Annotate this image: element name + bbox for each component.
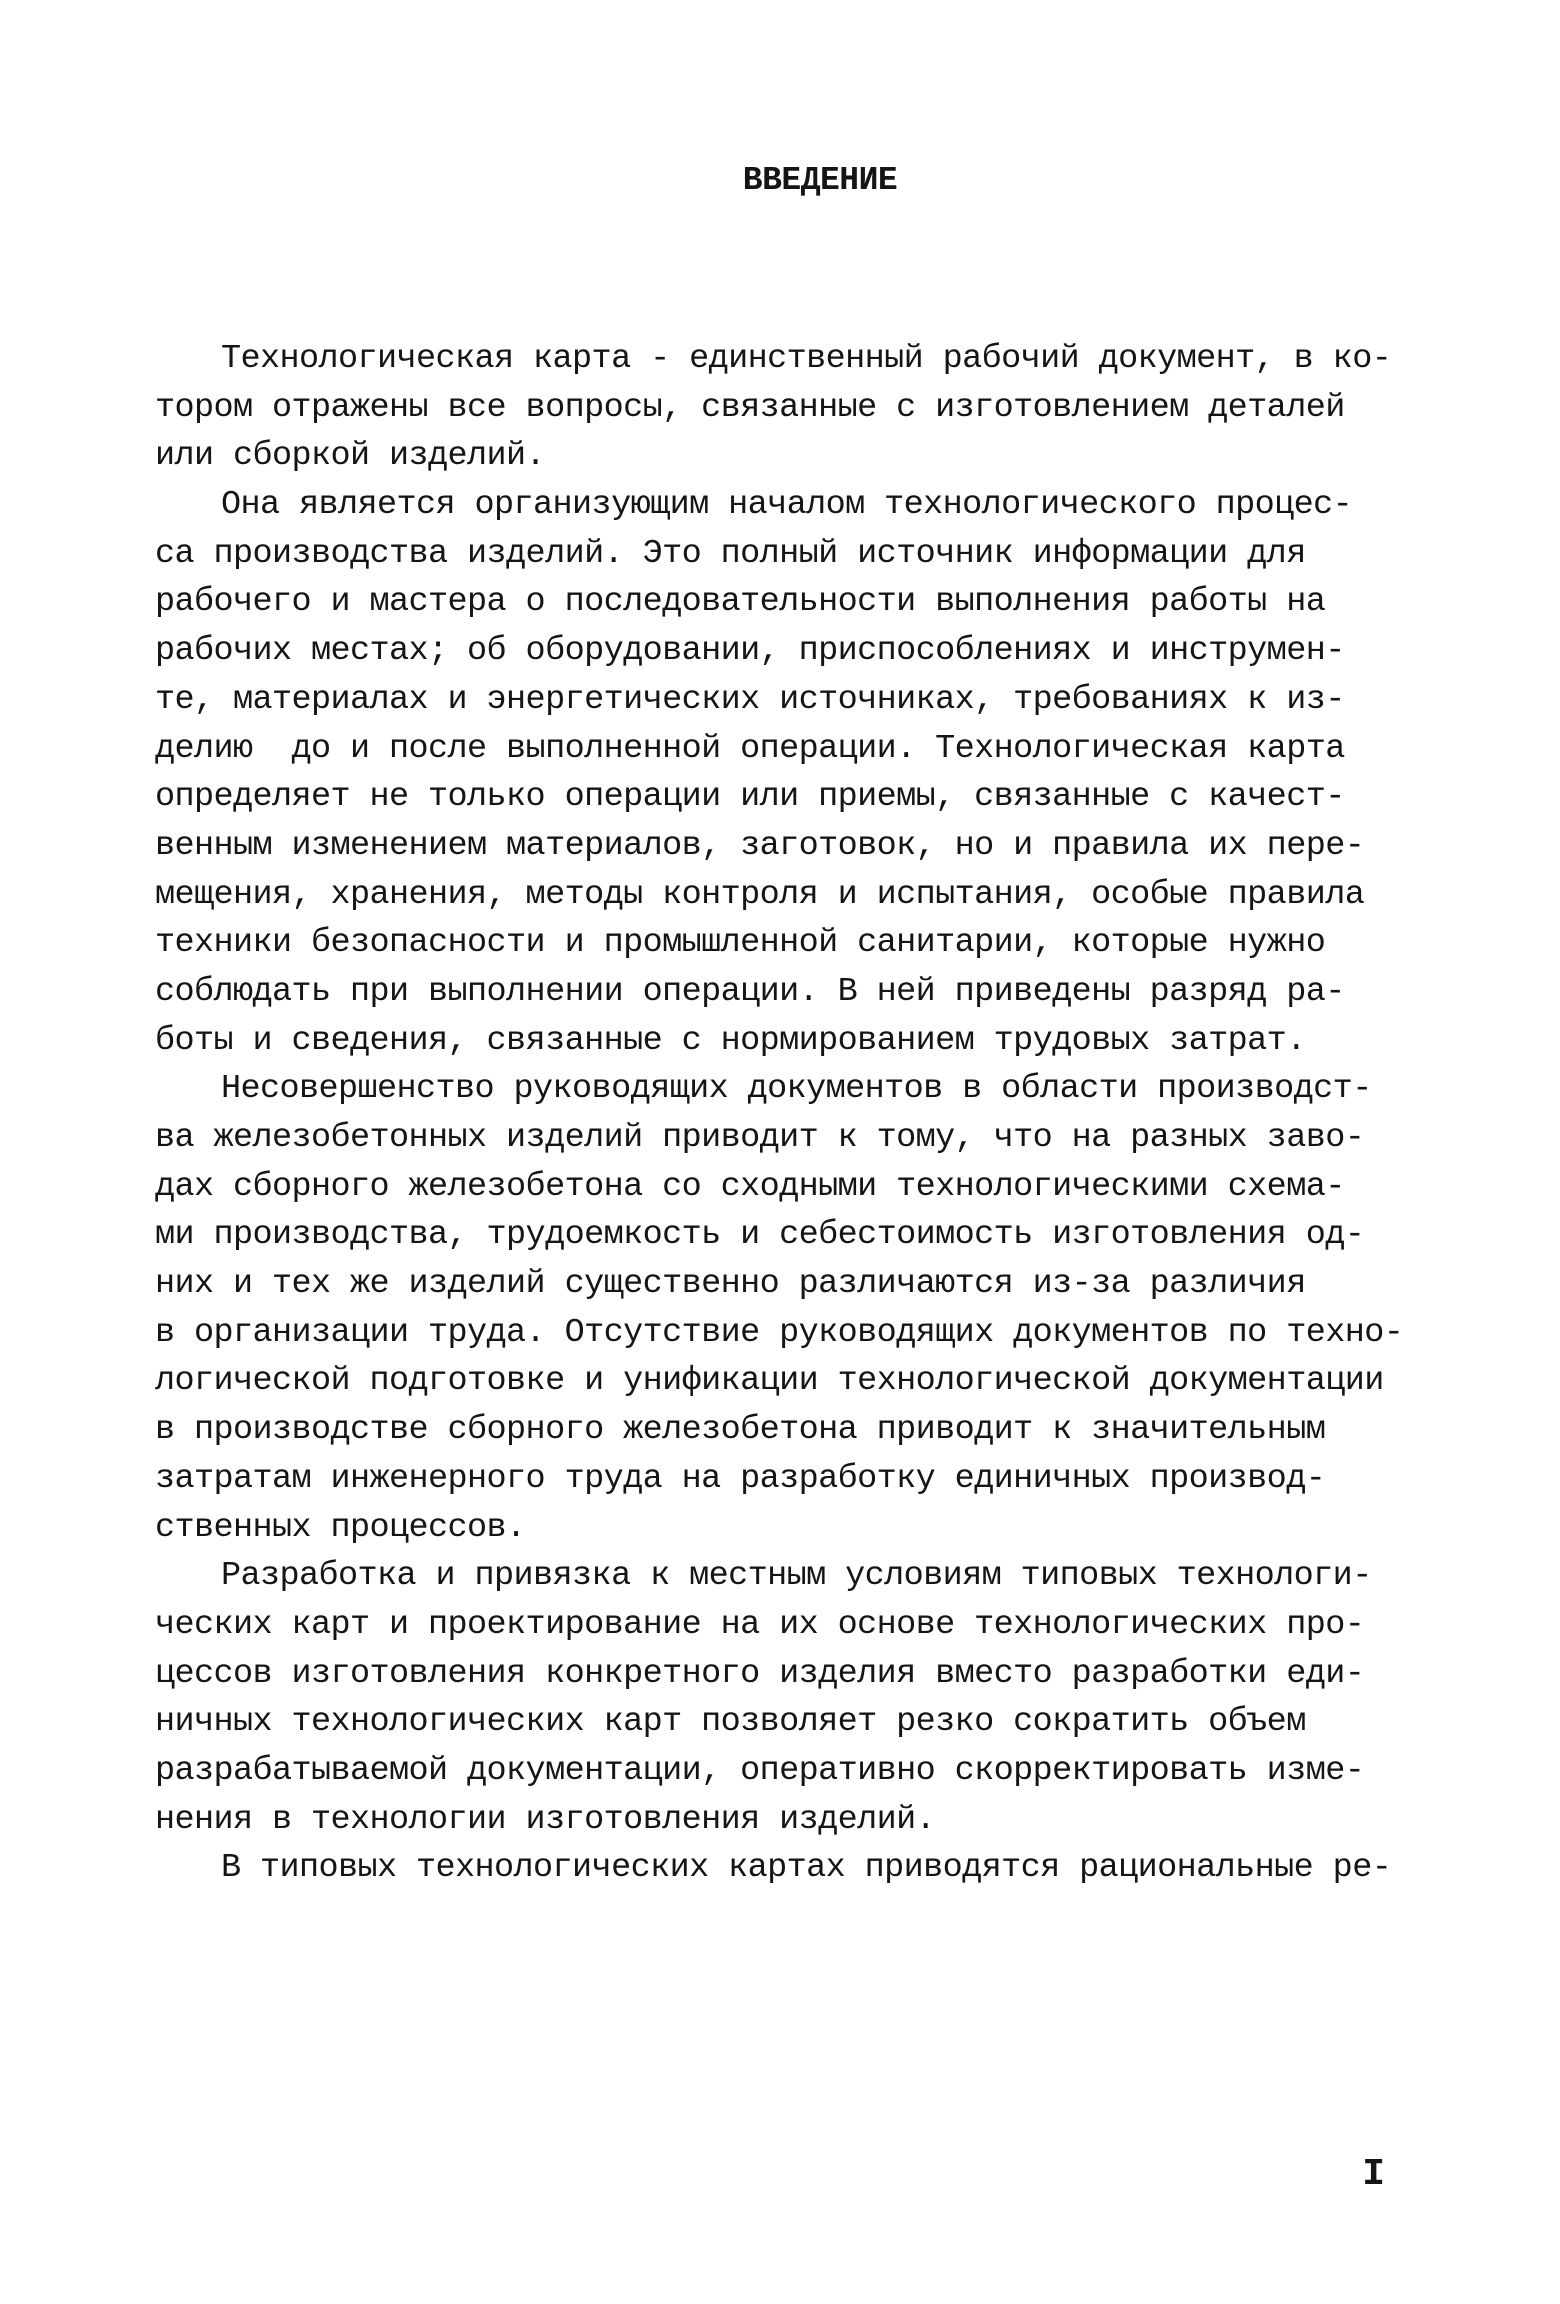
text-line: венным изменением материалов, заготовок, но и правила их пере- — [155, 826, 1365, 865]
text-line: дах сборного железобетона со сходными технологическими схема- — [155, 1167, 1345, 1206]
text-line: Разработка и привязка к местным условиям типовых технологи- — [221, 1557, 1372, 1596]
text-line: тором отражены все вопросы, связанные с изготовлением деталей — [155, 388, 1345, 427]
text-line: в производстве сборного железобетона приводит к значительным — [155, 1411, 1326, 1450]
text-line: те, материалах и энергетических источниках, требованиях к из- — [155, 680, 1345, 719]
text-line: В типовых технологических картах приводятся рациональные ре- — [221, 1849, 1392, 1888]
text-line: ственных процессов. — [155, 1508, 526, 1547]
text-line: рабочего и мастера о последовательности выполнения работы на — [155, 583, 1326, 622]
text-line: или сборкой изделий. — [155, 437, 546, 476]
text-line: мещения, хранения, методы контроля и испытания, особые правила — [155, 875, 1365, 914]
text-line: са производства изделий. Это полный источник информации для — [155, 534, 1306, 573]
text-line: затратам инженерного труда на разработку единичных производ- — [155, 1459, 1326, 1498]
text-line: ми производства, трудоемкость и себестоимость изготовления од- — [155, 1216, 1365, 1255]
text-line: Она является организующим началом технологического процес- — [221, 486, 1353, 525]
page-number: I — [1362, 2153, 1385, 2196]
text-line: боты и сведения, связанные с нормированием трудовых затрат. — [155, 1021, 1306, 1060]
text-line: в организации труда. Отсутствие руководящих документов по техно- — [155, 1313, 1404, 1352]
text-line: них и тех же изделий существенно различаются из-за различия — [155, 1265, 1306, 1304]
text-line: делию до и после выполненной операции. Технологическая карта — [155, 729, 1345, 768]
text-line: разрабатываемой документации, оперативно скорректировать изме- — [155, 1751, 1365, 1790]
text-line: цессов изготовления конкретного изделия вместо разработки еди- — [155, 1654, 1365, 1693]
text-line: соблюдать при выполнении операции. В ней приведены разряд ра- — [155, 972, 1345, 1011]
text-line: рабочих местах; об оборудовании, приспособлениях и инструмен- — [155, 632, 1345, 671]
text-line: Технологическая карта - единственный рабочий документ, в ко- — [221, 340, 1392, 378]
text-line: определяет не только операции или приемы, связанные с качест- — [155, 778, 1345, 817]
text-line: ческих карт и проектирование на их основе технологических про- — [155, 1605, 1365, 1644]
text-line: ва железобетонных изделий приводит к тому, что на разных заво- — [155, 1119, 1365, 1157]
body-text — [155, 335, 1445, 1893]
page-title: ВВЕДЕНИЕ — [742, 162, 898, 199]
text-line: логической подготовке и унификации технологической документации — [155, 1362, 1384, 1401]
text-line: Несовершенство руководящих документов в области производст- — [221, 1070, 1372, 1109]
text-line: нения в технологии изготовления изделий. — [155, 1800, 936, 1839]
text-line: ничных технологических карт позволяет резко сократить объем — [155, 1703, 1306, 1742]
text-line: техники безопасности и промышленной санитарии, которые нужно — [155, 924, 1326, 963]
